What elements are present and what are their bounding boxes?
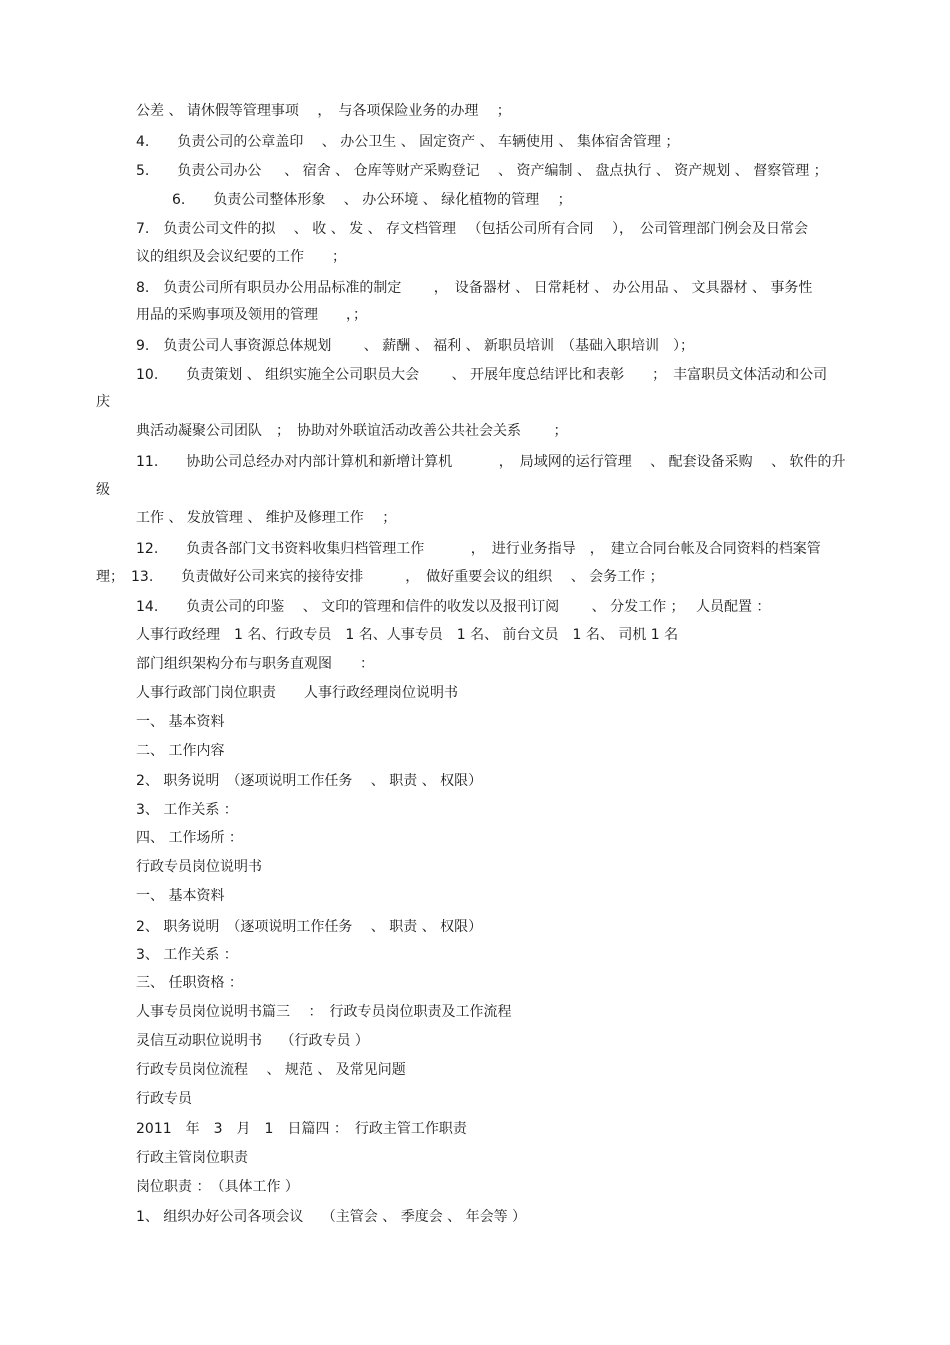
list-item-8: 8. 负责公司所有职员办公用品标准的制定 ， 设备器材 、 日常耗材 、 办公用品 、 文具器材 、 事务性: [136, 280, 813, 296]
list-item-14: 14. 负责公司的印鉴 、 文印的管理和信件的收发以及报刊订阅 、 分发工作 ； 人员配置 ：: [136, 599, 771, 615]
text-line: 2、 职务说明 （逐项说明工作任务 、 职责 、 权限）: [136, 919, 483, 935]
text-line: 3、 工作关系 ：: [136, 947, 238, 963]
list-item-7-cont: 议的组织及会议纪要的工作 ；: [136, 249, 346, 265]
section-heading: 人事行政部门岗位职责 人事行政经理岗位说明书: [136, 685, 458, 701]
text-line: 行政专员: [136, 1091, 192, 1107]
list-item-12: 12. 负责各部门文书资料收集归档管理工作 ， 进行业务指导 ， 建立合同台帐及合同资料的档案管: [136, 541, 821, 557]
list-item-4: 4. 负责公司的公章盖印 、 办公卫生 、 固定资产 、 车辆使用 、 集体宿舍管理 ；: [136, 134, 680, 150]
text-line: 1、 组织办好公司各项会议 （主管会 、 季度会 、 年会等 ）: [136, 1209, 527, 1225]
list-item-13: 理； 13. 负责做好公司来宾的接待安排 ， 做好重要会议的组织 、 会务工作 ；: [96, 569, 664, 585]
text-line: 公差 、 请休假等管理事项 ， 与各项保险业务的办理 ；: [136, 103, 511, 119]
list-item-5: 5. 负责公司办公 、 宿舍 、 仓库等财产采购登记 、 资产编制 、 盘点执行 、 资产规划 、 督察管理 ；: [136, 163, 828, 179]
text-line: 行政主管岗位职责: [136, 1150, 248, 1166]
list-item-11-wrap: 级: [96, 482, 110, 498]
list-item-7: 7. 负责公司文件的拟 、 收 、 发 、 存文档管理 （包括公司所有合同 ）， 公司管理部门例会及日常会: [136, 221, 808, 237]
text-line: 三、 任职资格 ：: [136, 975, 243, 991]
list-item-10: 10. 负责策划 、 组织实施全公司职员大会 、 开展年度总结评比和表彰 ； 丰富职员文体活动和公司: [136, 367, 828, 383]
staffing-line: 人事行政经理 1 名、行政专员 1 名、人事专员 1 名、 前台文员 1 名、 司机 1 名: [136, 627, 679, 643]
text-line: 岗位职责 ： （具体工作 ）: [136, 1179, 299, 1195]
text-line: 3、 工作关系 ：: [136, 802, 238, 818]
list-item-8-cont: 用品的采购事项及领用的管理 ，；: [136, 307, 367, 323]
text-line: 部门组织架构分布与职务直观图 ：: [136, 656, 374, 672]
list-item-11: 11. 协助公司总经办对内部计算机和新增计算机 ， 局域网的运行管理 、 配套设备采购 、 软件的升: [136, 454, 846, 470]
list-item-10-wrap: 庆: [96, 394, 110, 410]
list-item-6: 6. 负责公司整体形象 、 办公环境 、 绿化植物的管理 ；: [172, 192, 572, 208]
section-heading: 人事专员岗位说明书篇三 ： 行政专员岗位职责及工作流程: [136, 1004, 512, 1020]
list-item-9: 9. 负责公司人事资源总体规划 、 薪酬 、 福利 、 新职员培训 （基础入职培训 ）；: [136, 338, 695, 354]
text-line: 四、 工作场所 ：: [136, 830, 243, 846]
section-heading: 行政专员岗位说明书: [136, 859, 262, 875]
text-line: 行政专员岗位流程 、 规范 、 及常见问题: [136, 1062, 406, 1078]
text-line: 灵信互动职位说明书 （行政专员 ）: [136, 1033, 369, 1049]
list-item-11-cont: 工作 、 发放管理 、 维护及修理工作 ；: [136, 510, 397, 526]
text-line: 二、 工作内容: [136, 743, 225, 759]
text-line: 2、 职务说明 （逐项说明工作任务 、 职责 、 权限）: [136, 773, 483, 789]
text-line: 一、 基本资料: [136, 714, 225, 730]
list-item-10-cont: 典活动凝聚公司团队 ； 协助对外联谊活动改善公共社会关系 ；: [136, 423, 568, 439]
text-line: 一、 基本资料: [136, 888, 225, 904]
section-heading: 2011 年 3 月 1 日篇四 ： 行政主管工作职责: [136, 1121, 467, 1137]
